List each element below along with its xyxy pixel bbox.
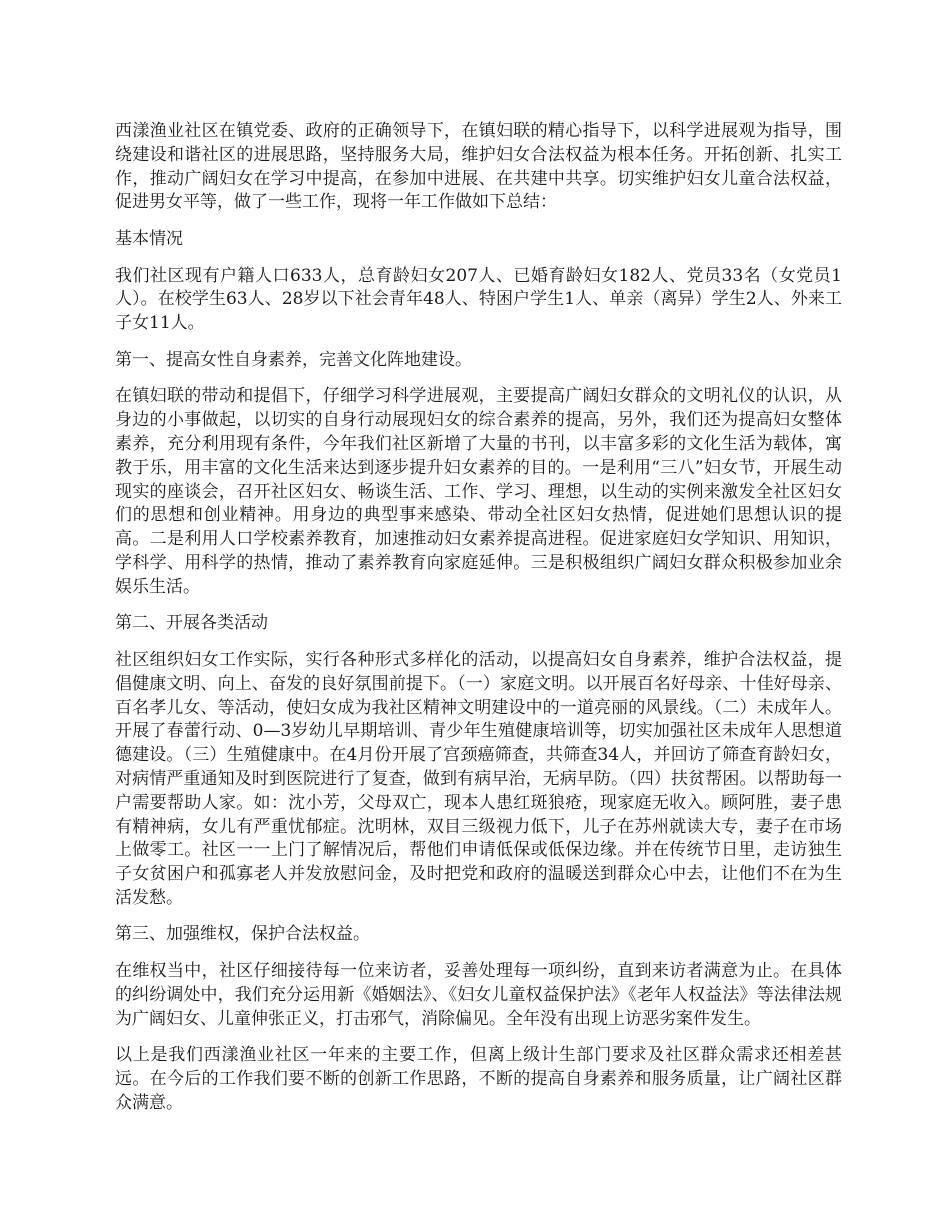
section-2-paragraph: 社区组织妇女工作实际，实行各种形式多样化的活动，以提高妇女自身素养，维护合法权益，提倡健康文明、向上、奋发的良好氛围前提下。（一）家庭文明。以开展百名好母亲、十佳好母亲、百名孝儿女、等活动，使妇女成为我社区精神文明建设中的一道亮丽的风景线。（二）未成年人。开展了春蕾行动、0—3岁幼儿早期培训、青少年生殖健康培训等，切实加强社区未成年人思想道德建设。（三）生殖健康中。在4月份开展了宫颈癌筛查，共筛查34人，并回访了筛查育龄妇女，对病情严重通知及时到医院进行了复查，做到有病早治，无病早防。（四）扶贫帮困。以帮助每一户需要帮助人家。如：沈小芳，父母双亡，现本人患红斑狼疮，现家庭无收入。顾阿胜，妻子患有精神病，女儿有严重忧郁症。沈明林，双目三级视力低下，儿子在苏州就读大专，妻子在市场上做零工。社区一一上门了解情况后，帮他们申请低保或低保边缘。并在传统节日里，走访独生子女贫困户和孤寡老人并发放慰问金，及时把党和政府的温暖送到群众心中去，让他们不在为生活发愁。 xyxy=(115,649,842,908)
section-heading-basic: 基本情况 xyxy=(115,228,183,249)
intro-paragraph: 西漾渔业社区在镇党委、政府的正确领导下，在镇妇联的精心指导下，以科学进展观为指导，围绕建设和谐社区的进展思路，坚持服务大局，维护妇女合法权益为根本任务。开拓创新、扎实工作，推动广阔妇女在学习中提高，在参加中进展、在共建中共享。切实维护妇女儿童合法权益，促进男女平等，做了一些工作，现将一年工作做如下总结： xyxy=(115,121,842,213)
basic-info-paragraph: 我们社区现有户籍人口633人，总育龄妇女207人、已婚育龄妇女182人、党员33名（女党员1人）。在校学生63人、28岁以下社会青年48人、特困户学生1人、单亲（离异）学生2人、外来工子女11人。 xyxy=(115,265,842,334)
conclusion-paragraph: 以上是我们西漾渔业社区一年来的主要工作，但离上级计生部门要求及社区群众需求还相差甚远。在今后的工作我们要不断的创新工作思路，不断的提高自身素养和服务质量，让广阔社区群众满意。 xyxy=(115,1045,842,1113)
document-body xyxy=(115,120,842,1128)
section-heading-2: 第二、开展各类活动 xyxy=(115,613,268,634)
section-heading-1: 第一、提高女性自身素养，完善文化阵地建设。 xyxy=(115,349,472,370)
section-3-paragraph: 在维权当中，社区仔细接待每一位来访者，妥善处理每一项纠纷，直到来访者满意为止。在具体的纠纷调处中，我们充分运用新《婚姻法》、《妇女儿童权益保护法》《老年人权益法》等法律法规为广阔妇女、儿童伸张正义，打击邪气，消除偏见。全年没有出现上访恶劣案件发生。 xyxy=(115,961,842,1029)
section-heading-3: 第三、加强维权，保护合法权益。 xyxy=(115,924,370,945)
section-1-paragraph: 在镇妇联的带动和提倡下，仔细学习科学进展观，主要提高广阔妇女群众的文明礼仪的认识，从身边的小事做起，以切实的自身行动展现妇女的综合素养的提高，另外，我们还为提高妇女整体素养，充分利用现有条件，今年我们社区新增了大量的书刊，以丰富多彩的文化生活为载体，寓教于乐，用丰富的文化生活来达到逐步提升妇女素养的目的。一是利用“三八”妇女节，开展生动现实的座谈会，召开社区妇女、畅谈生活、工作、学习、理想，以生动的实例来激发全社区妇女们的思想和创业精神。用身边的典型事来感染、带动全社区妇女热情，促进她们思想认识的提高。二是利用人口学校素养教育，加速推动妇女素养提高进程。促进家庭妇女学知识、用知识，学科学、用科学的热情，推动了素养教育向家庭延伸。三是积极组织广阔妇女群众积极参加业余娱乐生活。 xyxy=(115,386,842,597)
